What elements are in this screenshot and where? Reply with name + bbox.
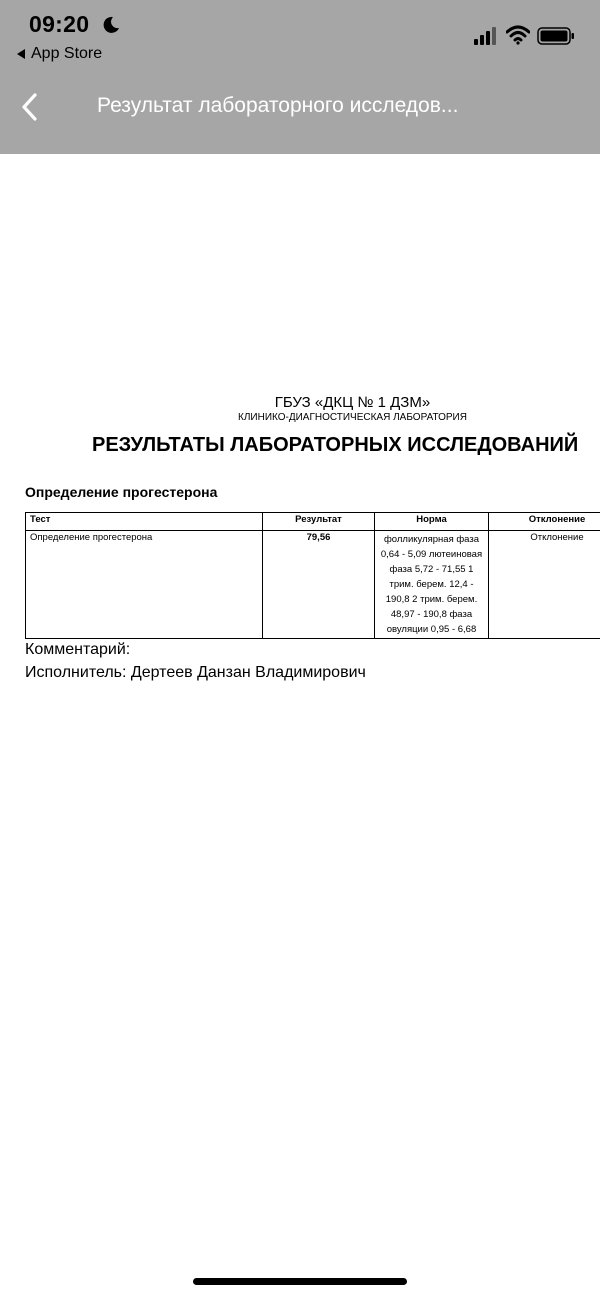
back-app-label: App Store [31, 45, 103, 62]
comment-label: Комментарий: [25, 641, 131, 658]
cellular-signal-icon [474, 27, 498, 45]
wifi-icon [506, 25, 530, 45]
back-chevron-icon[interactable] [18, 92, 42, 122]
page-title: Результат лабораторного исследов... [97, 94, 459, 117]
cell-norm: фолликулярная фаза 0,64 - 5,09 лютеиновая фаза 5,72 - 71,55 1 трим. берем. 12,4 - 190,8 2 трим. берем. 48,97 - 190,8 фаза овуляции 0,95 - 6,68 [375, 531, 489, 639]
section-title: Определение прогестерона [25, 484, 218, 500]
cell-deviation: Отклонение [489, 531, 600, 639]
executor-line: Исполнитель: Дертеев Данзан Владимирович [25, 664, 366, 681]
cell-test: Определение прогестерона [26, 531, 263, 639]
header-result: Результат [263, 513, 375, 531]
cell-result: 79,56 [263, 531, 375, 639]
top-bar [0, 0, 600, 154]
organization-name: ГБУЗ «ДКЦ № 1 ДЗМ» [274, 394, 431, 411]
battery-icon [537, 26, 575, 46]
document-heading: РЕЗУЛЬТАТЫ ЛАБОРАТОРНЫХ ИССЛЕДОВАНИЙ [92, 434, 579, 456]
laboratory-name: КЛИНИКО-ДИАГНОСТИЧЕСКАЯ ЛАБОРАТОРИЯ [238, 412, 467, 423]
home-indicator[interactable] [193, 1278, 407, 1285]
back-triangle-icon [17, 49, 25, 59]
results-table [25, 512, 600, 639]
moon-icon [102, 16, 120, 34]
header-norm: Норма [375, 513, 489, 531]
table-header-row [26, 513, 600, 531]
status-time: 09:20 [29, 11, 90, 37]
header-test: Тест [26, 513, 263, 531]
table-row [26, 531, 600, 639]
header-deviation: Отклонение [489, 513, 600, 531]
back-to-app-store[interactable] [17, 45, 102, 63]
